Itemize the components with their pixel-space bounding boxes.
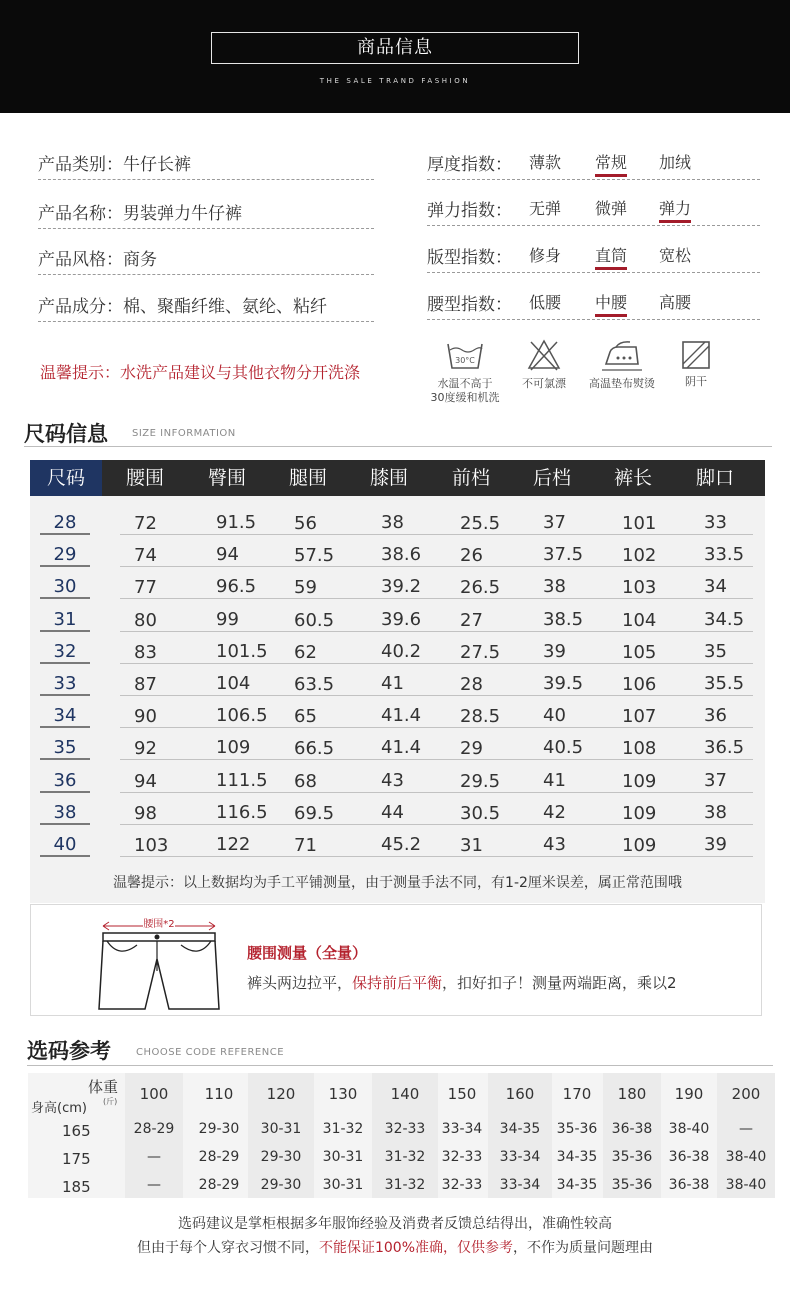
bottom-tip-line1: 选码建议是掌柜根据多年服饰经验及消费者反馈总结得出，准确性较高 <box>178 1216 612 1232</box>
measure-cell: 68 <box>294 770 317 792</box>
measure-cell: 40.5 <box>543 737 584 759</box>
no-bleach-icon <box>526 338 562 374</box>
info-material <box>38 292 374 322</box>
measure-cell: 103 <box>134 835 169 856</box>
measure-cell: 29.5 <box>460 770 501 792</box>
measure-cell: 35 <box>704 640 727 662</box>
measure-cell: 109 <box>622 770 657 792</box>
header-cell: 膝围 <box>370 467 409 489</box>
info-label: 产品名称： <box>38 204 123 224</box>
header-cell: 腿围 <box>289 467 328 489</box>
size-suggestion-cell: 31-32 <box>322 1121 364 1137</box>
measure-cell: 39 <box>543 640 566 662</box>
size-suggestion-cell: 30-31 <box>260 1121 302 1137</box>
info-label: 产品类别： <box>38 155 123 175</box>
measure-cell: 83 <box>134 641 157 663</box>
tip-text-highlight: 不能保证100%准确，仅供参考 <box>318 1240 514 1256</box>
measure-cell: 99 <box>216 608 239 630</box>
index-option: 低腰 <box>529 293 562 312</box>
size-cell: 35 <box>53 737 77 759</box>
measure-cell: 66.5 <box>294 738 335 760</box>
waist-measure-box <box>30 904 762 1016</box>
size-suggestion-cell: — <box>739 1121 753 1137</box>
size-suggestion-cell: 33-34 <box>499 1149 541 1165</box>
measure-cell: 40 <box>543 705 566 727</box>
measure-cell: 92 <box>134 738 157 760</box>
size-suggestion-cell: 35-36 <box>611 1149 653 1165</box>
measure-cell: 106.5 <box>216 705 268 727</box>
weight-unit: (斤) <box>103 1097 118 1106</box>
measure-cell: 62 <box>294 641 317 663</box>
care-bleach <box>512 338 576 391</box>
measure-cell: 26.5 <box>460 577 501 599</box>
size-row <box>30 825 765 857</box>
size-suggestion-cell: 38-40 <box>725 1177 767 1193</box>
measure-cell: 39.2 <box>381 576 422 598</box>
care-text: 阴干 <box>685 375 707 388</box>
measure-cell: 37 <box>543 512 566 533</box>
measure-cell: 33.5 <box>704 544 745 566</box>
index-option-selected: 弹力 <box>659 196 691 223</box>
bottom-tip-line2 <box>0 1237 790 1257</box>
info-style <box>38 245 374 275</box>
measure-cell: 59 <box>294 577 317 599</box>
measure-cell: 65 <box>294 706 317 728</box>
size-row <box>30 567 765 599</box>
measure-cell: 43 <box>381 769 404 791</box>
size-suggestion-cell: — <box>147 1177 161 1193</box>
size-suggestion-cell: 36-38 <box>668 1177 710 1193</box>
measure-cell: 107 <box>622 706 657 728</box>
size-suggestion-cell: 31-32 <box>384 1177 426 1193</box>
care-text: 水温不高于 <box>437 377 493 390</box>
weight-header: 100 <box>139 1085 169 1103</box>
size-suggestion-cell: 33-34 <box>441 1121 483 1137</box>
index-option: 薄款 <box>529 153 562 172</box>
size-suggestion-cell: 28-29 <box>198 1177 240 1193</box>
measure-cell: 39.5 <box>543 673 584 694</box>
diagram-label: 腰围*2 <box>143 919 175 930</box>
section-divider <box>27 1065 773 1066</box>
header-cell: 脚口 <box>696 467 735 489</box>
size-suggestion-cell: 36-38 <box>668 1149 710 1165</box>
size-cell: 33 <box>53 673 77 694</box>
measure-cell: 101 <box>622 513 657 534</box>
header-cell: 前档 <box>452 467 491 489</box>
measure-cell: 104 <box>622 609 657 631</box>
index-option: 高腰 <box>659 293 692 312</box>
iron-cloth-icon <box>600 338 644 374</box>
care-text: 高温垫布熨烫 <box>589 377 655 390</box>
index-option: 宽松 <box>659 246 692 265</box>
height-cell: 175 <box>62 1150 91 1168</box>
choose-section-title: 选码参考 <box>27 1039 111 1063</box>
size-suggestion-cell: — <box>147 1149 161 1165</box>
measure-cell: 28 <box>460 674 483 695</box>
size-cell: 31 <box>53 608 77 630</box>
measure-cell: 27 <box>460 609 483 631</box>
header-cell: 尺码 <box>30 460 102 496</box>
row-underline <box>40 855 90 857</box>
index-elasticity <box>427 196 760 226</box>
weight-header: 140 <box>390 1085 420 1103</box>
waist-title: 腰围测量（全量） <box>247 944 368 962</box>
size-cell: 32 <box>53 640 77 662</box>
size-row <box>30 728 765 760</box>
svg-text:30°C: 30°C <box>455 356 475 365</box>
info-value: 牛仔长裤 <box>123 155 191 175</box>
measure-cell: 42 <box>543 801 566 823</box>
size-cell: 38 <box>53 801 77 823</box>
size-cell: 40 <box>53 834 77 855</box>
size-suggestion-cell: 31-32 <box>384 1149 426 1165</box>
weight-header: 130 <box>328 1085 358 1103</box>
size-row <box>30 761 765 793</box>
header-banner <box>0 0 790 113</box>
measure-cell: 36.5 <box>704 737 745 759</box>
measure-cell: 96.5 <box>216 576 257 598</box>
measure-cell: 106 <box>622 674 657 695</box>
size-suggestion-cell: 29-30 <box>260 1177 302 1193</box>
section-divider <box>24 446 772 447</box>
size-row <box>30 793 765 825</box>
index-option: 加绒 <box>659 153 692 172</box>
weight-header: 120 <box>266 1085 296 1103</box>
row-divider <box>120 856 753 857</box>
care-wash <box>422 338 508 405</box>
measure-cell: 30.5 <box>460 802 501 824</box>
waist-text: 裤头两边拉平， <box>247 974 353 992</box>
size-suggestion-cell: 28-29 <box>198 1149 240 1165</box>
size-table-tip: 温馨提示：以上数据均为手工平铺测量，由于测量手法不同，有1-2厘米误差，属正常范围哦 <box>113 875 682 891</box>
measure-cell: 37 <box>704 769 727 791</box>
weight-label: 体重 <box>88 1078 119 1096</box>
weight-header: 110 <box>204 1085 234 1103</box>
size-suggestion-cell: 30-31 <box>322 1177 364 1193</box>
weight-header: 160 <box>505 1085 535 1103</box>
info-value: 男装弹力牛仔裤 <box>123 204 242 224</box>
measure-cell: 87 <box>134 674 157 695</box>
header-cell: 后档 <box>533 467 572 489</box>
measure-cell: 41 <box>543 769 566 791</box>
measure-cell: 45.2 <box>381 834 422 855</box>
size-row <box>30 503 765 535</box>
weight-header: 150 <box>447 1085 477 1103</box>
care-text: 30度缓和机洗 <box>430 391 500 404</box>
header-cell: 腰围 <box>126 467 165 489</box>
measure-cell: 91.5 <box>216 512 257 533</box>
waist-text-highlight: 保持前后平衡 <box>352 974 443 992</box>
index-option: 修身 <box>529 246 562 265</box>
measure-cell: 35.5 <box>704 673 745 694</box>
index-option: 无弹 <box>529 199 562 218</box>
measure-cell: 102 <box>622 545 657 567</box>
measure-cell: 44 <box>381 801 404 823</box>
measure-cell: 38.5 <box>543 608 584 630</box>
index-label: 版型指数： <box>427 248 512 268</box>
care-dry <box>672 338 720 389</box>
measure-cell: 109 <box>622 802 657 824</box>
measure-cell: 109 <box>216 737 251 759</box>
weight-header: 190 <box>674 1085 704 1103</box>
measure-cell: 103 <box>622 577 657 599</box>
care-iron <box>582 338 662 391</box>
measure-cell: 56 <box>294 513 317 534</box>
tip-text: 但由于每个人穿衣习惯不同， <box>136 1240 319 1256</box>
measure-cell: 74 <box>134 545 157 567</box>
size-suggestion-cell: 29-30 <box>198 1121 240 1137</box>
banner-subtitle: THE SALE TRAND FASHION <box>319 77 471 85</box>
size-cell: 29 <box>53 544 77 566</box>
measure-cell: 109 <box>622 835 657 856</box>
size-row <box>30 600 765 632</box>
index-option-selected: 常规 <box>595 150 627 177</box>
tip-text: ，不作为质量问题理由 <box>513 1240 654 1256</box>
measure-cell: 39 <box>704 834 727 855</box>
measure-cell: 40.2 <box>381 640 422 662</box>
height-label: 身高(cm) <box>31 1101 87 1116</box>
waist-text: ，扣好扣子！测量两端距离，乘以2 <box>442 974 677 992</box>
measure-cell: 63.5 <box>294 674 335 695</box>
weight-header: 200 <box>731 1085 761 1103</box>
size-suggestion-cell: 34-35 <box>556 1149 598 1165</box>
header-cell: 裤长 <box>614 467 653 489</box>
size-suggestion-cell: 29-30 <box>260 1149 302 1165</box>
size-suggestion-cell: 28-29 <box>133 1121 175 1137</box>
measure-cell: 36 <box>704 705 727 727</box>
measure-cell: 116.5 <box>216 801 268 823</box>
index-label: 弹力指数： <box>427 201 512 221</box>
measure-cell: 33 <box>704 512 727 533</box>
care-text: 不可氯漂 <box>522 377 566 390</box>
size-cell: 30 <box>53 576 77 598</box>
measure-cell: 31 <box>460 835 483 856</box>
measure-cell: 111.5 <box>216 769 268 791</box>
index-waist-type <box>427 290 760 320</box>
index-fit <box>427 243 760 273</box>
size-suggestion-cell: 32-33 <box>441 1177 483 1193</box>
measure-cell: 69.5 <box>294 802 335 824</box>
header-cell: 臀围 <box>208 467 247 489</box>
size-suggestion-cell: 36-38 <box>611 1121 653 1137</box>
info-label: 产品风格： <box>38 250 123 270</box>
measure-cell: 41.4 <box>381 737 422 759</box>
waist-instructions <box>247 972 677 993</box>
size-row <box>30 632 765 664</box>
size-suggestion-cell: 30-31 <box>322 1149 364 1165</box>
size-row <box>30 535 765 567</box>
size-suggestion-cell: 34-35 <box>499 1121 541 1137</box>
weight-header: 170 <box>562 1085 592 1103</box>
measure-cell: 38.6 <box>381 544 422 566</box>
size-suggestion-cell: 32-33 <box>441 1149 483 1165</box>
measure-cell: 77 <box>134 577 157 599</box>
measure-cell: 101.5 <box>216 640 268 662</box>
size-suggestion-cell: 34-35 <box>556 1177 598 1193</box>
measure-cell: 80 <box>134 609 157 631</box>
size-suggestion-cell: 38-40 <box>668 1121 710 1137</box>
measure-cell: 94 <box>216 544 239 566</box>
measure-cell: 38 <box>704 801 727 823</box>
size-suggestion-cell: 38-40 <box>725 1149 767 1165</box>
size-suggestion-cell: 32-33 <box>384 1121 426 1137</box>
measure-cell: 60.5 <box>294 609 335 631</box>
size-section-subtitle: SIZE INFORMATION <box>132 428 236 439</box>
measure-cell: 105 <box>622 641 657 663</box>
wash-tip: 温馨提示：水洗产品建议与其他衣物分开洗涤 <box>40 363 361 382</box>
banner-title: 商品信息 <box>211 32 579 64</box>
measure-cell: 94 <box>134 770 157 792</box>
measure-cell: 37.5 <box>543 544 584 566</box>
weight-header: 180 <box>617 1085 647 1103</box>
measure-cell: 71 <box>294 835 317 856</box>
measure-cell: 38 <box>381 512 404 533</box>
size-section-title: 尺码信息 <box>24 422 108 446</box>
measure-cell: 41 <box>381 673 404 694</box>
size-cell: 36 <box>53 769 77 791</box>
info-value: 商务 <box>123 250 157 270</box>
shade-dry-icon <box>680 338 712 372</box>
measure-cell: 39.6 <box>381 608 422 630</box>
index-thickness <box>427 150 760 180</box>
size-row <box>30 696 765 728</box>
measure-cell: 27.5 <box>460 641 501 663</box>
choose-section-subtitle: CHOOSE CODE REFERENCE <box>136 1047 285 1058</box>
wash-30-icon <box>445 338 485 374</box>
size-row <box>30 664 765 696</box>
index-label: 厚度指数： <box>427 155 512 175</box>
measure-cell: 43 <box>543 834 566 855</box>
measure-cell: 25.5 <box>460 513 501 534</box>
height-cell: 185 <box>62 1178 91 1196</box>
measure-cell: 26 <box>460 545 483 567</box>
measure-cell: 57.5 <box>294 545 335 567</box>
measure-cell: 38 <box>543 576 566 598</box>
info-value: 棉、聚酯纤维、氨纶、粘纤 <box>123 297 327 317</box>
size-cell: 34 <box>53 705 77 727</box>
size-suggestion-cell: 33-34 <box>499 1177 541 1193</box>
measure-cell: 90 <box>134 706 157 728</box>
size-cell: 28 <box>53 512 77 533</box>
info-name <box>38 199 374 229</box>
index-option-selected: 直筒 <box>595 243 627 270</box>
index-label: 腰型指数： <box>427 295 512 315</box>
index-option-selected: 中腰 <box>595 290 627 317</box>
size-suggestion-cell: 35-36 <box>556 1121 598 1137</box>
size-suggestion-cell: 35-36 <box>611 1177 653 1193</box>
measure-cell: 34 <box>704 576 727 598</box>
measure-cell: 104 <box>216 673 251 694</box>
measure-cell: 41.4 <box>381 705 422 727</box>
measure-cell: 108 <box>622 738 657 760</box>
index-option: 微弹 <box>595 199 628 218</box>
measure-cell: 34.5 <box>704 608 745 630</box>
info-category <box>38 150 374 180</box>
measure-cell: 72 <box>134 513 157 534</box>
info-label: 产品成分： <box>38 297 123 317</box>
size-table-header <box>30 460 765 496</box>
measure-cell: 29 <box>460 738 483 760</box>
measure-cell: 28.5 <box>460 706 501 728</box>
measure-cell: 98 <box>134 802 157 824</box>
height-cell: 165 <box>62 1122 91 1140</box>
measure-cell: 122 <box>216 834 251 855</box>
jeans-diagram-icon <box>93 911 225 1011</box>
